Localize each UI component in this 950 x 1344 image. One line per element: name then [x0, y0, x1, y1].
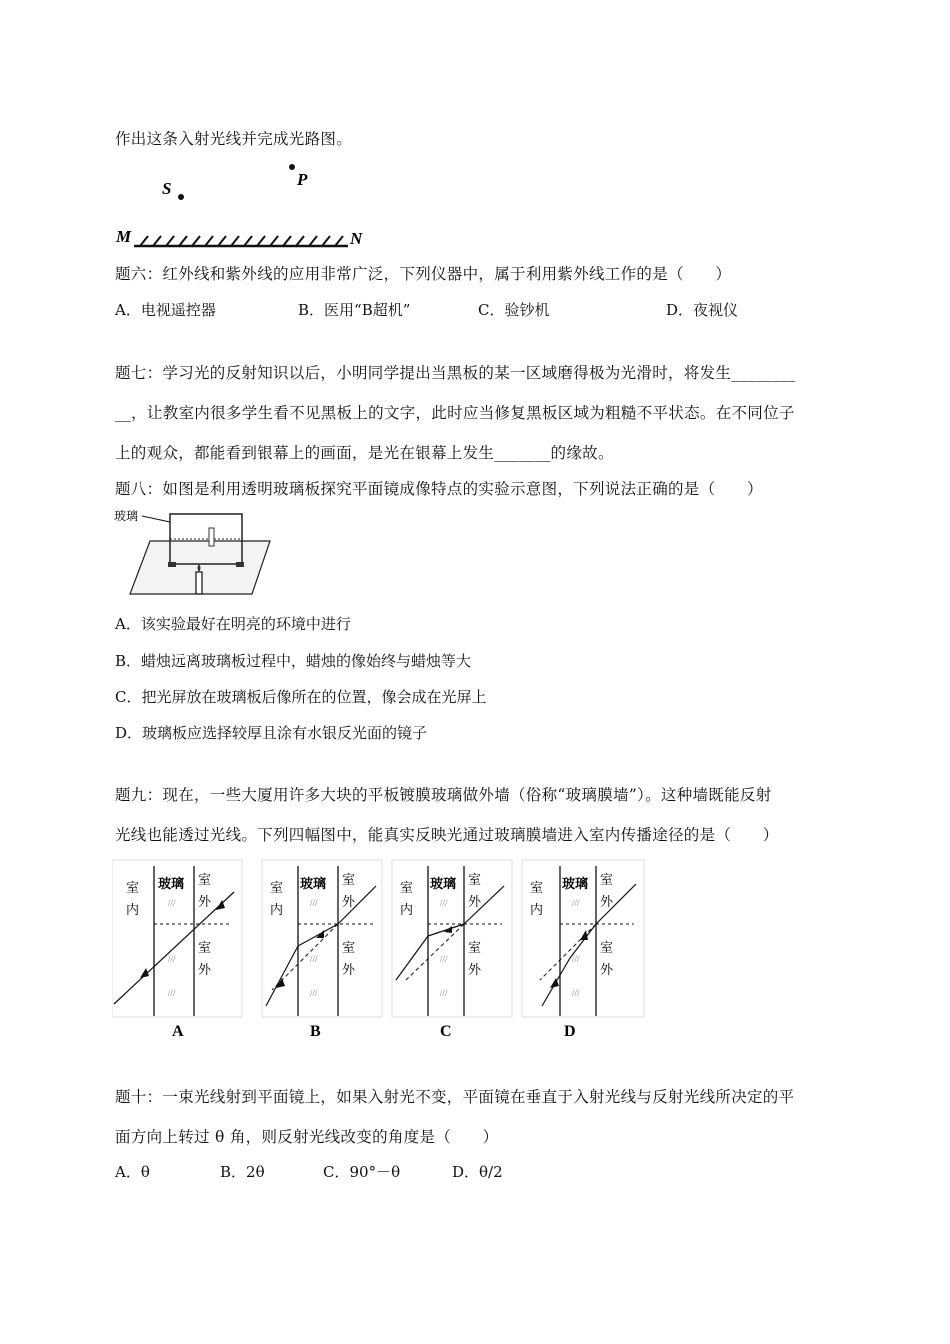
q10-option-d: D．θ/2: [452, 1163, 503, 1181]
svg-text:室: 室: [198, 872, 212, 887]
svg-text:///: ///: [572, 898, 580, 908]
q6-option-a: A．电视遥控器: [115, 301, 216, 319]
intro-line: 作出这条入射光线并完成光路图。: [115, 130, 353, 148]
svg-text:///: ///: [168, 988, 176, 998]
q6-text: 题六：红外线和紫外线的应用非常广泛，下列仪器中，属于利用紫外线工作的是（ ）: [115, 265, 732, 283]
svg-text:外: 外: [198, 962, 212, 977]
panel-label-d: D: [564, 1023, 576, 1040]
q6-option-d: D．夜视仪: [666, 301, 739, 319]
q7-line-2: __，让教室内很多学生看不见黑板上的文字，此时应当修复黑板区域为粗糙不平状态。在不同位子: [115, 404, 795, 422]
panel-label-a: A: [172, 1023, 184, 1040]
panel-c: [392, 860, 512, 1017]
svg-text:///: ///: [440, 988, 448, 998]
svg-text:室: 室: [530, 880, 544, 895]
svg-text:///: ///: [572, 954, 580, 964]
svg-text:室: 室: [600, 940, 614, 955]
q8-option-c: C．把光屏放在玻璃板后像所在的位置，像会成在光屏上: [115, 688, 487, 706]
mirror-figure: [110, 158, 380, 253]
svg-text:室: 室: [600, 872, 614, 887]
point-s-dot: [178, 194, 184, 200]
svg-text:玻璃: 玻璃: [300, 876, 327, 891]
mirror-hatching: [140, 236, 343, 246]
svg-text:室: 室: [342, 872, 356, 887]
svg-text:内: 内: [530, 902, 544, 917]
svg-text:玻璃: 玻璃: [158, 876, 185, 891]
svg-text:外: 外: [342, 894, 356, 909]
svg-text:///: ///: [168, 954, 176, 964]
svg-text:///: ///: [440, 954, 448, 964]
svg-text:内: 内: [400, 902, 414, 917]
svg-text:///: ///: [310, 898, 318, 908]
panel-a: [112, 860, 242, 1017]
svg-text:外: 外: [342, 962, 356, 977]
candle: [196, 572, 202, 594]
svg-text:///: ///: [168, 898, 176, 908]
q10-line-2: 面方向上转过 θ 角，则反射光线改变的角度是（ ）: [115, 1128, 499, 1146]
q8-option-a: A．该实验最好在明亮的环境中进行: [115, 615, 351, 633]
q9-line-1: 题九：现在，一些大厦用许多大块的平板镀膜玻璃做外墙（俗称“玻璃膜墙”）。这种墙既能反射: [115, 786, 772, 804]
svg-text:外: 外: [468, 962, 482, 977]
glass-label: 玻璃: [114, 509, 139, 523]
q7-line-3: 上的观众，都能看到银幕上的画面，是光在银幕上发生_______的缘故。: [115, 444, 614, 462]
panel-b: [262, 860, 382, 1017]
svg-text:室: 室: [126, 880, 140, 895]
label-n: N: [350, 229, 363, 248]
svg-text:///: ///: [310, 954, 318, 964]
svg-text:玻璃: 玻璃: [562, 876, 589, 891]
svg-text:室: 室: [270, 880, 284, 895]
q9-panels: [112, 856, 652, 1041]
q10-option-a: A．θ: [115, 1163, 150, 1181]
svg-text:室: 室: [400, 880, 414, 895]
svg-text:室: 室: [198, 940, 212, 955]
candle-image: [209, 528, 214, 546]
svg-text:内: 内: [126, 902, 140, 917]
svg-text:外: 外: [600, 962, 614, 977]
svg-text:外: 外: [198, 894, 212, 909]
svg-text:室: 室: [468, 872, 482, 887]
svg-text:外: 外: [468, 894, 482, 909]
q6-option-c: C．验钞机: [478, 301, 550, 319]
q10-option-c: C．90°－θ: [323, 1163, 401, 1181]
svg-text:玻璃: 玻璃: [430, 876, 457, 891]
panel-label-c: C: [440, 1023, 452, 1040]
label-s: S: [162, 179, 172, 198]
panel-d: [522, 860, 644, 1017]
svg-text:室: 室: [342, 940, 356, 955]
q7-line-1: 题七：学习光的反射知识以后，小明同学提出当黑板的某一区域磨得极为光滑时，将发生________: [115, 364, 796, 382]
label-m: M: [116, 227, 132, 246]
q9-line-2: 光线也能透过光线。下列四幅图中，能真实反映光通过玻璃膜墙进入室内传播途径的是（ ）: [115, 826, 779, 844]
q10-option-b: B．2θ: [220, 1163, 265, 1181]
q10-line-1: 题十：一束光线射到平面镜上，如果入射光不变，平面镜在垂直于入射光线与反射光线所决定的平: [115, 1088, 795, 1106]
svg-text:///: ///: [572, 988, 580, 998]
q8-text: 题八：如图是利用透明玻璃板探究平面镜成像特点的实验示意图，下列说法正确的是（ ）: [115, 480, 763, 498]
svg-text:内: 内: [270, 902, 284, 917]
svg-text:///: ///: [440, 898, 448, 908]
q8-option-d: D．玻璃板应选择较厚且涂有水银反光面的镜子: [115, 724, 428, 742]
svg-text:///: ///: [310, 988, 318, 998]
glass-plate-figure: [112, 506, 282, 601]
point-p-dot: [289, 164, 295, 170]
q6-option-b: B．医用“B超机”: [298, 301, 411, 319]
panel-label-b: B: [310, 1023, 321, 1040]
label-p: P: [297, 170, 308, 189]
svg-text:室: 室: [468, 940, 482, 955]
svg-text:外: 外: [600, 894, 614, 909]
q8-option-b: B．蜡烛远离玻璃板过程中，蜡烛的像始终与蜡烛等大: [115, 652, 472, 670]
